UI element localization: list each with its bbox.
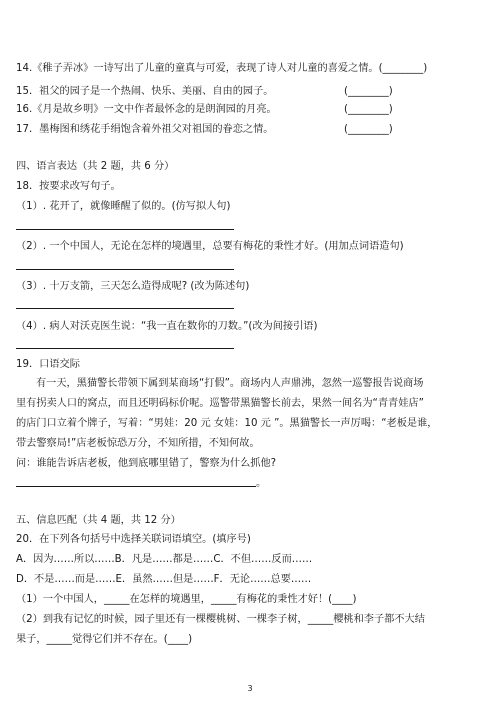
passage-line: 带去警察局!”店老板惊恐万分，不知所措，不知何故。 — [16, 438, 260, 449]
item-15-answer-blank[interactable]: (________) — [344, 86, 393, 97]
answer-line[interactable] — [16, 486, 256, 487]
answer-line[interactable] — [16, 269, 234, 270]
question-20-part-2-cont: 果子，_____觉得它们并不存在。(____) — [16, 634, 193, 645]
question-18: 18．按要求改写句子。 — [16, 181, 121, 192]
item-17-answer-blank[interactable]: (________) — [344, 124, 393, 135]
question-18-part-3: （3）. 十万支箭，三天怎么造得成呢? (改为陈述句) — [16, 281, 250, 292]
passage-line: 里有拐卖人口的窝点，而且还明码标价呢。巡警带黑猫警长前去，果然一间名为“青青娃店” — [16, 398, 424, 409]
answer-line[interactable] — [16, 229, 234, 230]
options-d-f: D．不是……而是……E．虽然……但是……F．无论……总要…… — [16, 574, 312, 585]
question-18-part-4: （4）. 病人对沃克医生说：“我一直在数你的刀数。”(改为间接引语) — [16, 321, 318, 332]
answer-period: 。 — [256, 478, 267, 489]
item-16: 16.《月是故乡明》一文中作者最怀念的是朗润园的月亮。 — [16, 104, 277, 115]
question-20-part-1: （1）一个中国人，_____在怎样的境遇里，_____有梅花的秉性才好！(____) — [16, 594, 357, 605]
answer-line[interactable] — [16, 348, 234, 349]
page-number: 3 — [247, 684, 253, 693]
item-16-answer-blank[interactable]: (________) — [344, 104, 393, 115]
question-18-part-2: （2）. 一个中国人，无论在怎样的境遇里，总要有梅花的秉性才好。(用加点词语造句) — [16, 241, 404, 252]
section-5-heading: 五、信息匹配（共 4 题，共 12 分） — [16, 515, 181, 526]
passage-line: 有一天，黑猫警长带领下属到某商场“打假”。商场内人声鼎沸，忽然一巡警报告说商场 — [36, 378, 424, 389]
item-14: 14.《稚子弄冰》一诗写出了儿童的童真与可爱，表现了诗人对儿童的喜爱之情。(________) — [16, 63, 428, 74]
question-20-part-2: （2）到我有记忆的时候，园子里还有一棵樱桃树、一棵李子树，_____樱桃和李子都不大结 — [16, 614, 425, 625]
answer-line[interactable] — [16, 308, 234, 309]
passage-line: 的店门口立着个牌子，写着：“男娃：20 元 女娃：10 元 ”。黑猫警长一声厉喝：“老板是谁， — [16, 418, 438, 429]
question-19: 19．口语交际 — [16, 359, 80, 370]
question-20: 20．在下列各句括号中选择关联词语填空。(填序号) — [16, 534, 251, 545]
item-17: 17．墨梅图和绣花手绢饱含着外祖父对祖国的眷恋之情。 — [16, 124, 274, 135]
options-a-c: A．因为……所以……B．凡是……都是……C．不但……反而…… — [16, 554, 313, 565]
question-19-prompt: 问：谁能告诉店老板，他到底哪里错了，警察为什么抓他? — [16, 458, 277, 469]
question-18-part-1: （1）. 花开了，就像睡醒了似的。(仿写拟人句) — [16, 201, 231, 212]
item-15: 15．祖父的园子是一个热闹、快乐、美丽、自由的园子。 — [16, 86, 274, 97]
section-4-heading: 四、语言表达（共 2 题，共 6 分） — [16, 161, 175, 172]
